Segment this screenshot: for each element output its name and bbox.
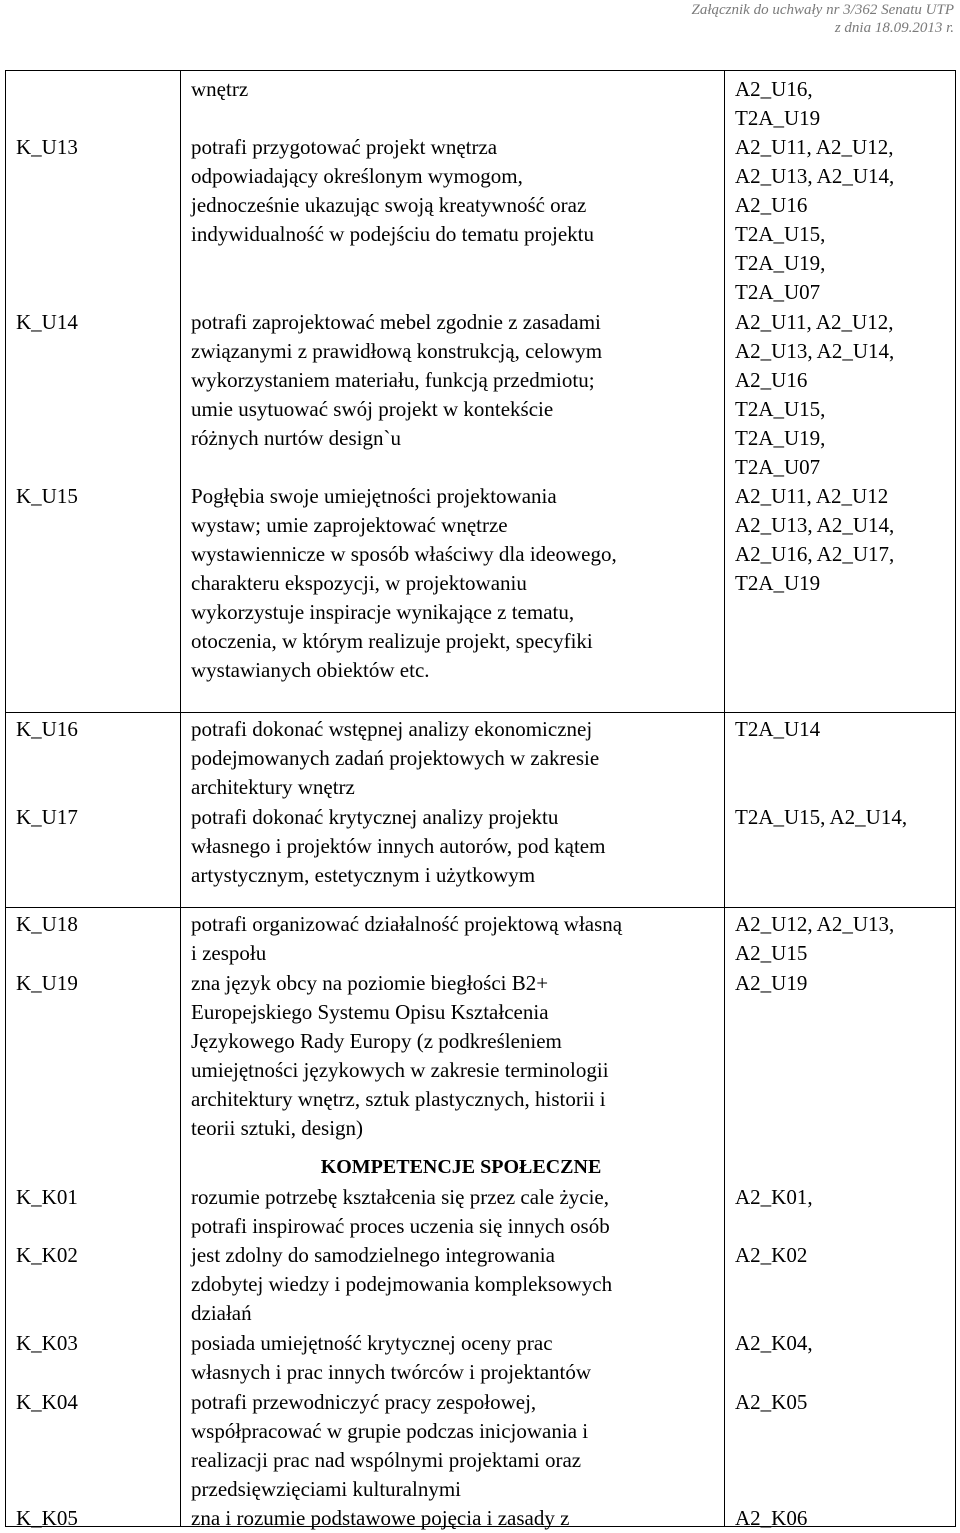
reference-codes-line: T2A_U15, bbox=[735, 222, 826, 246]
reference-codes-line: A2_U12, A2_U13, bbox=[735, 912, 895, 936]
reference-codes-line: A2_K06 bbox=[735, 1506, 808, 1530]
outcome-description-line: Językowego Rady Europy (z podkreśleniem bbox=[191, 1029, 562, 1053]
outcome-code bbox=[16, 803, 78, 832]
outcome-code-line: K_U17 bbox=[16, 805, 78, 829]
reference-codes bbox=[735, 308, 894, 482]
outcome-description bbox=[191, 1241, 612, 1328]
outcome-code bbox=[16, 1183, 78, 1212]
outcome-description-line: własnych i prac innych twórców i projektantów bbox=[191, 1360, 592, 1384]
outcome-description-line: przedsięwzięciami kulturalnymi bbox=[191, 1477, 461, 1501]
reference-codes-line: T2A_U19 bbox=[735, 571, 821, 595]
reference-codes-line: A2_K02 bbox=[735, 1243, 808, 1267]
outcome-description-line: teorii sztuki, design) bbox=[191, 1116, 364, 1140]
outcome-description bbox=[191, 482, 617, 685]
outcome-description-line: umiejętności językowych w zakresie terminologii bbox=[191, 1058, 609, 1082]
outcome-description-line: jednocześnie ukazując swoją kreatywność oraz bbox=[191, 193, 587, 217]
learning-outcomes-table bbox=[5, 70, 956, 1530]
reference-codes-line: A2_U16, bbox=[735, 77, 813, 101]
reference-codes-line: A2_K04, bbox=[735, 1331, 813, 1355]
outcome-description-line: zna i rozumie podstawowe pojęcia i zasady z bbox=[191, 1506, 570, 1530]
outcome-description-line: potrafi zaprojektować mebel zgodnie z zasadami bbox=[191, 310, 601, 334]
outcome-code bbox=[16, 1388, 78, 1417]
outcome-description-line: otoczenia, w którym realizuje projekt, specyfiki bbox=[191, 629, 593, 653]
outcome-description bbox=[191, 910, 622, 968]
reference-codes-line: T2A_U19, bbox=[735, 251, 826, 275]
outcome-description-line: zna język obcy na poziomie biegłości B2+ bbox=[191, 971, 549, 995]
attachment-date-line: z dnia 18.09.2013 r. bbox=[834, 20, 954, 36]
reference-codes-line: T2A_U15, bbox=[735, 397, 826, 421]
outcome-description-line: wykorzystaniem materiału, funkcją przedmiotu; bbox=[191, 368, 595, 392]
outcome-code-line: K_K04 bbox=[16, 1390, 78, 1414]
outcome-description-line: potrafi organizować działalność projektową własną bbox=[191, 912, 623, 936]
outcome-description-line: jest zdolny do samodzielnego integrowania bbox=[191, 1243, 555, 1267]
outcome-code bbox=[16, 308, 78, 337]
reference-codes-line: T2A_U07 bbox=[735, 280, 821, 304]
outcome-code bbox=[16, 910, 78, 939]
reference-codes-line: A2_U11, A2_U12 bbox=[735, 484, 889, 508]
outcome-description-line: wykorzystuje inspiracje wynikające z tematu, bbox=[191, 600, 575, 624]
outcome-description-line: potrafi przygotować projekt wnętrza bbox=[191, 135, 498, 159]
reference-codes-line: A2_U19 bbox=[735, 971, 808, 995]
reference-codes bbox=[735, 910, 894, 968]
outcome-description bbox=[191, 1388, 588, 1504]
reference-codes bbox=[735, 1329, 813, 1358]
section-heading: KOMPETENCJE SPOŁECZNE bbox=[320, 1156, 602, 1178]
outcome-description-line: potrafi przewodniczyć pracy zespołowej, bbox=[191, 1390, 537, 1414]
outcome-code-line: K_U19 bbox=[16, 971, 78, 995]
outcome-description-line: potrafi dokonać krytycznej analizy projektu bbox=[191, 805, 559, 829]
reference-codes bbox=[735, 75, 820, 133]
outcome-code-line: K_K01 bbox=[16, 1185, 78, 1209]
reference-codes-line: T2A_U07 bbox=[735, 455, 821, 479]
outcome-description-line: wystawianych obiektów etc. bbox=[191, 658, 430, 682]
outcome-description-line: architektury wnętrz, sztuk plastycznych, historii i bbox=[191, 1087, 606, 1111]
reference-codes bbox=[735, 133, 894, 307]
outcome-description-line: Europejskiego Systemu Opisu Kształcenia bbox=[191, 1000, 549, 1024]
reference-codes-line: T2A_U15, A2_U14, bbox=[735, 805, 908, 829]
outcome-description-line: wnętrz bbox=[191, 77, 249, 101]
outcome-description-line: rozumie potrzebę kształcenia się przez cale życie, bbox=[191, 1185, 610, 1209]
reference-codes-line: T2A_U19 bbox=[735, 106, 821, 130]
outcome-description-line: indywidualność w podejściu do tematu projektu bbox=[191, 222, 595, 246]
outcome-description-line: artystycznym, estetycznym i użytkowym bbox=[191, 863, 536, 887]
outcome-description-line: współpracować w grupie podczas inicjowania i bbox=[191, 1419, 589, 1443]
outcome-description bbox=[191, 133, 594, 249]
outcome-code bbox=[16, 482, 78, 511]
outcome-description-line: realizacji prac nad wspólnymi projektami oraz bbox=[191, 1448, 582, 1472]
outcome-description bbox=[191, 1183, 610, 1241]
outcome-code-line: K_U15 bbox=[16, 484, 78, 508]
outcome-code-line: K_U16 bbox=[16, 717, 78, 741]
outcome-description-line: wystaw; umie zaprojektować wnętrze bbox=[191, 513, 508, 537]
outcome-description-line: potrafi inspirować proces uczenia się innych osób bbox=[191, 1214, 610, 1238]
outcome-description-line: odpowiadający określonym wymogom, bbox=[191, 164, 523, 188]
outcome-code-line: K_K05 bbox=[16, 1506, 78, 1530]
reference-codes bbox=[735, 1241, 807, 1270]
outcome-description-line: działań bbox=[191, 1301, 252, 1325]
outcome-description bbox=[191, 308, 602, 453]
reference-codes bbox=[735, 715, 820, 744]
reference-codes bbox=[735, 1388, 807, 1417]
outcome-code-line: K_K02 bbox=[16, 1243, 78, 1267]
outcome-code-line: K_K03 bbox=[16, 1331, 78, 1355]
outcome-description-line: posiada umiejętność krytycznej oceny prac bbox=[191, 1331, 553, 1355]
reference-codes bbox=[735, 803, 907, 832]
outcome-code bbox=[16, 715, 78, 744]
outcome-description-line: architektury wnętrz bbox=[191, 775, 355, 799]
outcome-code bbox=[16, 133, 78, 162]
outcome-description bbox=[191, 969, 609, 1143]
reference-codes-line: A2_K01, bbox=[735, 1185, 813, 1209]
outcome-code-line: K_U18 bbox=[16, 912, 78, 936]
reference-codes-line: A2_U13, A2_U14, bbox=[735, 339, 895, 363]
outcome-description-line: zdobytej wiedzy i podejmowania kompleksowych bbox=[191, 1272, 613, 1296]
reference-codes-line: A2_U13, A2_U14, bbox=[735, 164, 895, 188]
outcome-description-line: podejmowanych zadań projektowych w zakresie bbox=[191, 746, 600, 770]
attachment-header-line: Załącznik do uchwały nr 3/362 Senatu UTP bbox=[691, 2, 954, 18]
reference-codes bbox=[735, 482, 894, 598]
outcome-description-line: umie usytuować swój projekt w kontekście bbox=[191, 397, 554, 421]
outcome-description bbox=[191, 75, 248, 104]
outcome-description-line: własnego i projektów innych autorów, pod kątem bbox=[191, 834, 606, 858]
outcome-description-line: charakteru ekspozycji, w projektowaniu bbox=[191, 571, 527, 595]
reference-codes bbox=[735, 1183, 813, 1212]
reference-codes-line: T2A_U14 bbox=[735, 717, 821, 741]
reference-codes-line: A2_U15 bbox=[735, 941, 808, 965]
reference-codes-line: A2_U16 bbox=[735, 368, 808, 392]
outcome-description bbox=[191, 803, 605, 890]
reference-codes-line: A2_U16 bbox=[735, 193, 808, 217]
reference-codes-line: T2A_U19, bbox=[735, 426, 826, 450]
outcome-description-line: wystawiennicze w sposób właściwy dla ideowego, bbox=[191, 542, 617, 566]
outcome-description-line: potrafi dokonać wstępnej analizy ekonomicznej bbox=[191, 717, 593, 741]
outcome-description bbox=[191, 1329, 591, 1387]
row-divider bbox=[6, 712, 955, 713]
reference-codes-line: A2_U16, A2_U17, bbox=[735, 542, 895, 566]
outcome-description-line: i zespołu bbox=[191, 941, 267, 965]
column-divider bbox=[180, 71, 181, 1526]
reference-codes-line: A2_K05 bbox=[735, 1390, 808, 1414]
outcome-code bbox=[16, 969, 78, 998]
outcome-code-line: K_U14 bbox=[16, 310, 78, 334]
outcome-code bbox=[16, 1241, 78, 1270]
outcome-description-line: różnych nurtów design`u bbox=[191, 426, 401, 450]
outcome-description bbox=[191, 715, 599, 802]
reference-codes-line: A2_U11, A2_U12, bbox=[735, 135, 894, 159]
outcome-description-line: związanymi z prawidłową konstrukcją, celowym bbox=[191, 339, 603, 363]
outcome-description-line: Pogłębia swoje umiejętności projektowania bbox=[191, 484, 557, 508]
outcome-code-line: K_U13 bbox=[16, 135, 78, 159]
reference-codes-line: A2_U13, A2_U14, bbox=[735, 513, 895, 537]
reference-codes bbox=[735, 969, 807, 998]
column-divider bbox=[724, 71, 725, 1526]
reference-codes-line: A2_U11, A2_U12, bbox=[735, 310, 894, 334]
outcome-code bbox=[16, 1329, 78, 1358]
row-divider bbox=[6, 907, 955, 908]
